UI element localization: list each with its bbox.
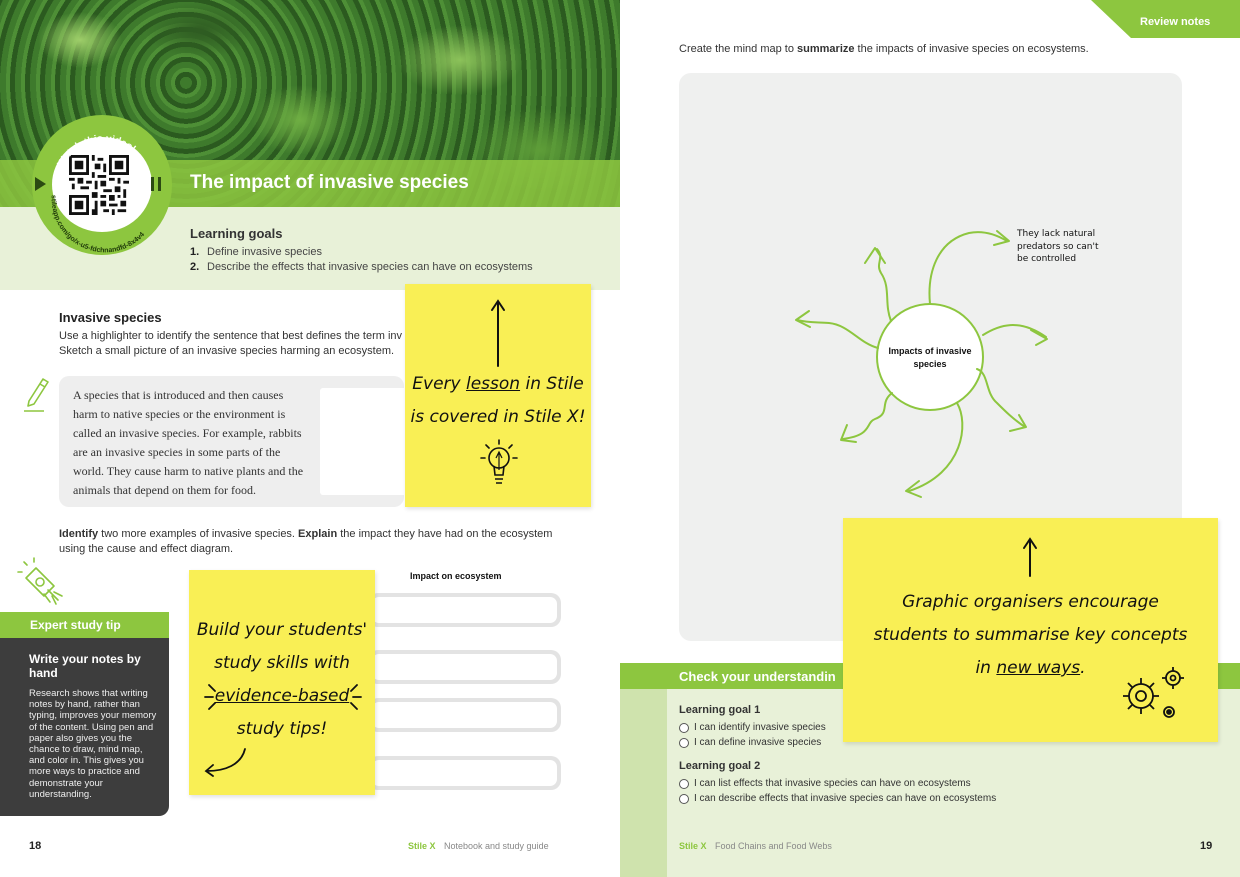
- arrow-up-icon: [490, 298, 506, 368]
- gears-icon: [1117, 664, 1189, 722]
- page-number: 18: [29, 840, 42, 852]
- radio-icon[interactable]: [679, 738, 689, 748]
- video-url-text[interactable]: stileapp.com/go/x-u5-fdchnandfd-8x4v4: [49, 194, 147, 255]
- qr-ring-text: [32, 115, 172, 255]
- instruction-line-2: Sketch a small picture of an invasive species harming an ecosystem.: [59, 345, 395, 357]
- arrow-head: [796, 311, 810, 327]
- impact-label: Impact on ecosystem: [410, 571, 502, 581]
- branch-left: [797, 320, 878, 348]
- learning-goal-1-heading: Learning goal 1: [679, 704, 761, 716]
- learning-goal-2: 2. Describe the effects that invasive species can have on ecosystems: [190, 261, 533, 273]
- footer-brand: Stile X: [408, 841, 436, 851]
- impact-field-1[interactable]: [368, 593, 561, 627]
- checklist-item[interactable]: I can describe effects that invasive species can have on ecosystems: [679, 793, 996, 804]
- footer-text: Food Chains and Food Webs: [715, 841, 832, 851]
- checklist-item[interactable]: I can identify invasive species: [679, 722, 826, 733]
- branch-top-right: [929, 232, 1007, 304]
- mind-map-note: They lack natural predators so can't be controlled: [1017, 229, 1099, 264]
- check-understanding-side: [620, 689, 667, 877]
- mind-map-instruction: Create the mind map to summarize the impacts of invasive species on ecosystems.: [679, 43, 1089, 55]
- impact-field-4[interactable]: [368, 756, 561, 790]
- branch-down: [909, 403, 962, 491]
- reading-text[interactable]: A species that is introduced and then causes harm to native species or the environment is called an invasive species. For example, rabbits are an invasive species in some parts of the world. They cause harm to native plants and the animals that depend on them for food.: [73, 388, 304, 497]
- rocket-icon: [14, 556, 74, 612]
- sticky-lesson-text: Every lesson in Stile is covered in Stile X!: [410, 374, 586, 427]
- footer-brand: Stile X: [679, 841, 707, 851]
- identify-line-1: Identify two more examples of invasive species. Explain the impact they have had on the ecosystem: [59, 528, 553, 540]
- study-tip-title: Write your notes by hand: [29, 652, 141, 680]
- arrow-up-icon: [1022, 536, 1038, 578]
- arrow-head: [865, 248, 885, 263]
- emphasis-marks-icon: [201, 675, 365, 715]
- radio-icon[interactable]: [679, 723, 689, 733]
- sticky-note-lesson: [405, 284, 591, 507]
- lightbulb-icon: [478, 436, 520, 488]
- learning-goal-1: 1. Define invasive species: [190, 246, 322, 258]
- watch-video-text: Watch this video!: [55, 133, 138, 169]
- sketch-area[interactable]: [320, 388, 410, 495]
- branch-right: [983, 325, 1046, 337]
- section-title: Invasive species: [59, 310, 162, 325]
- branch-down-right: [977, 369, 1025, 427]
- sticky-graphic-text: Graphic organisers encourage students to summarise key concepts in new ways.: [873, 592, 1188, 678]
- page-title: The impact of invasive species: [190, 172, 469, 193]
- sticky-note-study-skills: [189, 570, 375, 795]
- review-notes-label: Review notes: [1140, 16, 1211, 28]
- page-number: 19: [1200, 840, 1213, 852]
- checklist-item[interactable]: I can list effects that invasive species can have on ecosystems: [679, 778, 971, 789]
- radio-icon[interactable]: [679, 794, 689, 804]
- study-tip-text: Research shows that writing notes by hand, rather than typing, improves your memory of the content. Using pen and paper also gives you the chance to draw, mind map, and color in. This gives you more ways to practice and demonstrate your understanding.: [29, 688, 157, 800]
- radio-icon[interactable]: [679, 779, 689, 789]
- checklist-item[interactable]: I can define invasive species: [679, 737, 821, 748]
- study-tip-panel: [0, 638, 169, 816]
- curved-arrow-icon: [201, 745, 249, 777]
- sticky-note-graphic-organisers: [843, 518, 1218, 742]
- instruction-line-1: Use a highlighter to identify the sentence that best defines the term inv: [59, 330, 403, 342]
- learning-goal-2-heading: Learning goal 2: [679, 760, 761, 772]
- pencil-icon: [22, 375, 50, 413]
- footer-text: Notebook and study guide: [444, 841, 549, 851]
- impact-field-2[interactable]: [368, 650, 561, 684]
- learning-goals-heading: Learning goals: [190, 226, 283, 241]
- check-understanding-title: Check your understandin: [679, 669, 836, 684]
- arrow-head: [841, 425, 856, 442]
- branch-down-left: [843, 393, 892, 439]
- sticky-skills-text: Build your students' study skills with evidence-based study tips!: [196, 620, 368, 739]
- svg-text:stileapp.com/go/x-u5-fdchnandf: [50, 195, 147, 255]
- mind-map-center-label: Impacts of invasive species: [888, 346, 972, 369]
- svg-text:Watch this video!: [56, 133, 138, 168]
- identify-line-2: using the cause and effect diagram.: [59, 543, 234, 555]
- impact-field-3[interactable]: [368, 698, 561, 732]
- study-tip-heading: Expert study tip: [0, 612, 169, 638]
